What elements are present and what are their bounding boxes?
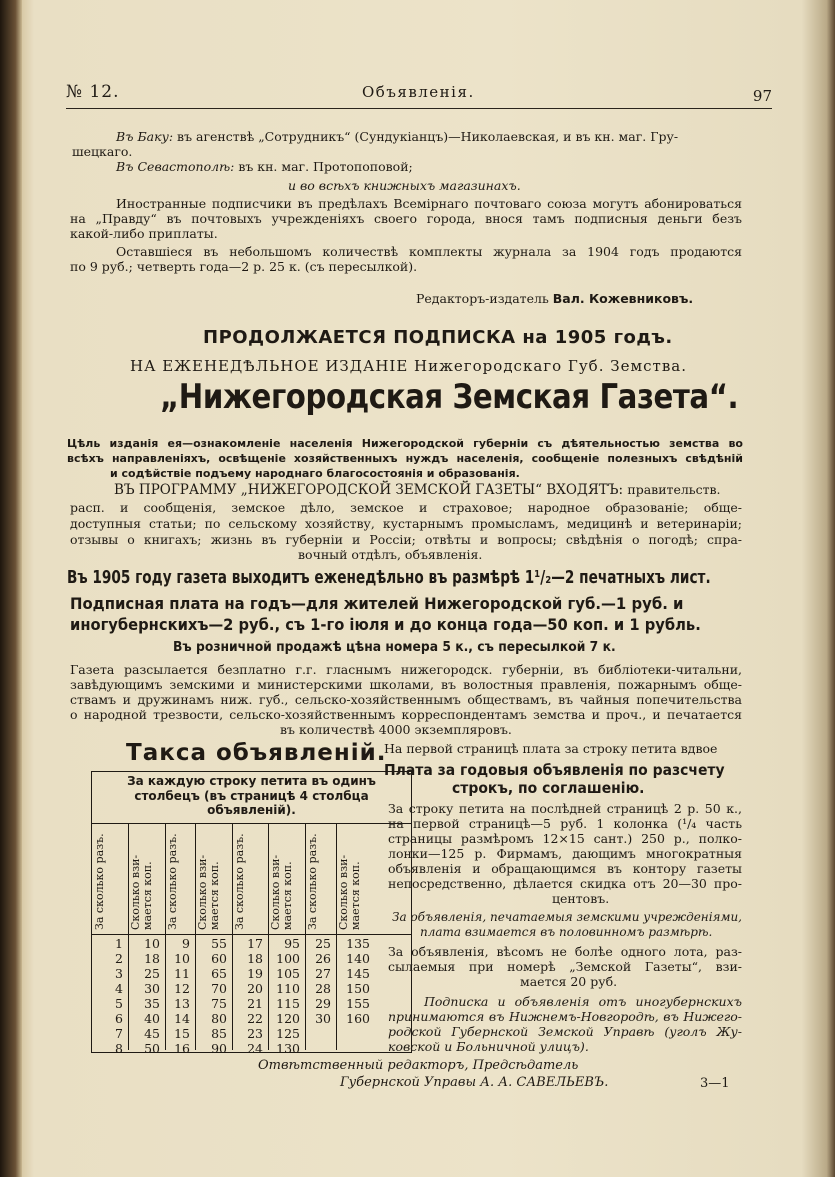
table-cell: 130: [276, 1041, 300, 1056]
table-cell: 95: [284, 936, 300, 951]
table-cell: 12: [174, 981, 190, 996]
table-cell: 135: [346, 936, 370, 951]
edition-headline: НА ЕЖЕНЕДѢЛЬНОЕ ИЗДАНІЕ Нижегородскаго Губ. Земства.: [130, 357, 687, 375]
lot-3: мается 20 руб.: [520, 974, 618, 989]
table-cell: 75: [211, 996, 227, 1011]
page-header: [66, 80, 772, 109]
table-cell: 21: [247, 996, 263, 1011]
all-shops: и во всѣхъ книжныхъ магазинахъ.: [288, 178, 521, 193]
accept-3: родской Губернской Земской Управѣ (уголъ Жу-: [388, 1024, 742, 1039]
table-cell: 1: [115, 936, 123, 951]
first-page-rate: На первой страницѣ плата за строку петита вдвое: [384, 741, 718, 756]
table-cell: 45: [144, 1026, 160, 1041]
foreign-2: на „Правду“ въ почтовыхъ учрежденіяхъ своего города, внося тамъ подписныя деньги безъ: [70, 211, 742, 226]
table-cell: 25: [144, 966, 160, 981]
table-cell: 3: [115, 966, 123, 981]
table-cell: 160: [346, 1011, 370, 1026]
footer-line-2: Губернской Управы А. А. САВЕЛЬЕВЪ.: [340, 1075, 609, 1090]
zemsk-1: За объявленія, печатаемыя земскими учрежденіями,: [392, 910, 742, 924]
table-cell: 25: [315, 936, 331, 951]
table-cell: 13: [174, 996, 190, 1011]
table-cell: 30: [144, 981, 160, 996]
free-1: Газета разсылается безплатно г.г. гласнымъ нижегородск. губерніи, въ библіотеки-читальни,: [70, 662, 742, 677]
program-heading: ВЪ ПРОГРАММУ „НИЖЕГОРОДСКОЙ ЗЕМСКОЙ ГАЗЕТЫ“ ВХОДЯТЪ: правительств.: [114, 482, 721, 498]
table-column-header: За сколько разъ.: [93, 833, 106, 930]
table-column-header: Сколько взи-мается коп.: [337, 854, 362, 930]
editor-line: Редакторъ-издатель Вал. Кожевниковъ.: [416, 291, 694, 306]
newspaper-page: [40, 0, 800, 1177]
foreign-3: какой-либо приплаты.: [70, 226, 218, 241]
table-column-header: За сколько разъ.: [166, 833, 179, 930]
table-cell: 16: [174, 1041, 190, 1056]
program-4: вочный отдѣлъ, объявленія.: [298, 547, 483, 562]
table-cell: 40: [144, 1011, 160, 1026]
table-cell: 29: [315, 996, 331, 1011]
rates-p5: объявленія и обращающимся въ контору газеты: [388, 861, 742, 876]
table-cell: 18: [247, 951, 263, 966]
zemsk-2: плата взимается въ половинномъ размѣрѣ.: [420, 925, 713, 939]
free-3: ствамъ и дружинамъ ниж. губ., сельско-хозяйственнымъ обществамъ, въ чайныя попечительства: [70, 692, 742, 707]
free-5: въ количествѣ 4000 экземпляровъ.: [280, 722, 512, 737]
table-cell: 140: [346, 951, 370, 966]
table-cell: 70: [211, 981, 227, 996]
rates-p1: За строку петита на послѣдней страницѣ 2 р. 50 к.,: [388, 801, 742, 816]
rates-p6: непосредственно, дѣлается скидка отъ 20—30 про-: [388, 876, 742, 891]
remain-1: Оставшіеся въ небольшомъ количествѣ комплекты журнала за 1904 годъ продаются: [116, 244, 742, 259]
table-cell: 85: [211, 1026, 227, 1041]
table-cell: 90: [211, 1041, 227, 1056]
table-cell: 125: [276, 1026, 300, 1041]
table-cell: 18: [144, 951, 160, 966]
table-cell: 23: [247, 1026, 263, 1041]
table-cell: 55: [211, 936, 227, 951]
footer-line-1: Отвѣтственный редакторъ, Предсѣдатель: [258, 1058, 579, 1073]
table-cell: 14: [174, 1011, 190, 1026]
annual-2: строкъ, по соглашенію.: [452, 779, 645, 797]
weekly-notice: Въ 1905 году газета выходитъ еженедѣльно въ размѣрѣ 1¹/₂—2 печатныхъ лист.: [67, 568, 711, 588]
table-cell: 120: [276, 1011, 300, 1026]
table-cell: 11: [174, 966, 190, 981]
table-cell: 65: [211, 966, 227, 981]
table-cell: 28: [315, 981, 331, 996]
table-cell: 145: [346, 966, 370, 981]
table-cell: 10: [174, 951, 190, 966]
baku-cont: шецкаго.: [72, 144, 133, 159]
program-3: отзывы о книгахъ; жизнь въ губерніи и Россіи; отвѣты и вопросы; свѣдѣнія о погодѣ; спра-: [70, 532, 742, 547]
table-cell: 105: [276, 966, 300, 981]
table-cell: 5: [115, 996, 123, 1011]
accept-2: принимаются въ Нижнемъ-Новгородѣ, въ Нижего-: [388, 1009, 742, 1024]
table-column-header: Сколько взи-мается коп.: [269, 854, 294, 930]
remain-2: по 9 руб.; четверть года—2 р. 25 к. (съ пересылкой).: [70, 259, 418, 274]
issue-number: № 12.: [66, 82, 120, 102]
table-cell: 10: [144, 936, 160, 951]
table-cell: 24: [247, 1041, 263, 1056]
taksa-title: Такса объявленій.: [126, 740, 387, 766]
table-cell: 22: [247, 1011, 263, 1026]
free-2: завѣдующимъ земскими и министерскими школами, въ волостныя правленія, пожарнымъ обще-: [70, 677, 742, 692]
aim-2: всѣхъ направленіяхъ, освѣщеніе хозяйственныхъ нуждъ населенія, сообщеніе полезныхъ свѣдѣній: [67, 452, 743, 465]
table-cell: 20: [247, 981, 263, 996]
program-1: расп. и сообщенія, земское дѣло, земское и страховое; народное образованіе; обще-: [70, 500, 742, 515]
table-cell: 150: [346, 981, 370, 996]
accept-4: ковской и Больничной улицъ).: [388, 1039, 589, 1054]
table-cell: 4: [115, 981, 123, 996]
accept-1: Подписка и объявленія отъ иногубернскихъ: [424, 994, 742, 1009]
retail-price: Въ розничной продажѣ цѣна номера 5 к., съ пересылкой 7 к.: [173, 640, 616, 655]
sevast-line: Въ Севастополѣ: въ кн. маг. Протопоповой;: [116, 159, 413, 174]
table-cell: 115: [276, 996, 300, 1011]
footer-mark: 3—1: [700, 1076, 730, 1091]
table-column-header: Сколько взи-мается коп.: [129, 854, 154, 930]
table-cell: 60: [211, 951, 227, 966]
page-number: 97: [752, 87, 772, 105]
table-cell: 50: [144, 1041, 160, 1056]
price-1: Подписная плата на годъ—для жителей Нижегородской губ.—1 руб. и: [70, 594, 684, 613]
table-cell: 15: [174, 1026, 190, 1041]
aim-1: Цѣль изданія ея—ознакомленіе населенія Нижегородской губерніи съ дѣятельностью земства во: [67, 437, 743, 450]
rates-p2: на первой страницѣ—5 руб. 1 колонка (¹/₄ часть: [388, 816, 742, 831]
annual-1: Плата за годовыя объявленія по разсчету: [384, 761, 725, 779]
baku-line: Въ Баку: въ агенствѣ „Сотрудникъ“ (Сундукіанцъ)—Николаевская, и въ кн. маг. Гру-: [116, 129, 679, 144]
rates-p7: центовъ.: [552, 891, 610, 906]
aim-3: и содѣйствіе подъему народнаго благосостоянія и образованія.: [110, 467, 520, 480]
price-2: иногубернскихъ—2 руб., съ 1-го іюля и до конца года—50 коп. и 1 рубль.: [70, 615, 701, 634]
foreign-1: Иностранные подписчики въ предѣлахъ Всемірнаго почтоваго союза могутъ абонироваться: [116, 196, 742, 211]
table-cell: 27: [315, 966, 331, 981]
gazette-title: „Нижегородская Земская Газета“.: [160, 377, 739, 417]
table-cell: 17: [247, 936, 263, 951]
table-cell: 100: [276, 951, 300, 966]
table-cell: 35: [144, 996, 160, 1011]
table-column-header: За сколько разъ.: [233, 833, 246, 930]
table-cell: 2: [115, 951, 123, 966]
table-cell: 19: [247, 966, 263, 981]
lot-1: За объявленія, вѣсомъ не болѣе одного лота, раз-: [388, 944, 742, 959]
table-cell: 26: [315, 951, 331, 966]
program-2: доступныя статьи; по сельскому хозяйству, кустарнымъ промысламъ, медицинѣ и ветеринаріи;: [70, 516, 742, 531]
table-cell: 110: [276, 981, 300, 996]
table-column-header: Сколько взи-мается коп.: [196, 854, 221, 930]
left-page-edge: [0, 0, 22, 1177]
table-column-header: За сколько разъ.: [306, 833, 319, 930]
lot-2: сылаемыя при номерѣ „Земской Газеты“, взи-: [388, 959, 742, 974]
free-4: о народной трезвости, сельско-хозяйственнымъ корреспондентамъ земства и проч., и печатается: [70, 707, 742, 722]
table-cell: 7: [115, 1026, 123, 1041]
table-caption: За каждую строку петита въ одинъ столбецъ (въ страницѣ 4 столбца объявленій).: [127, 774, 376, 817]
table-cell: 8: [115, 1041, 123, 1056]
section-title: Объявленія.: [362, 83, 475, 101]
rates-p3: страницы размѣромъ 12×15 сант.) 250 р., полко-: [388, 831, 742, 846]
table-cell: 9: [182, 936, 190, 951]
table-cell: 30: [315, 1011, 331, 1026]
table-cell: 155: [346, 996, 370, 1011]
table-cell: 6: [115, 1011, 123, 1026]
rate-table: [91, 771, 412, 1056]
rates-p4: лонки—125 р. Фирмамъ, дающимъ многократныя: [388, 846, 742, 861]
table-cell: 80: [211, 1011, 227, 1026]
subscription-headline: ПРОДОЛЖАЕТСЯ ПОДПИСКА на 1905 годъ.: [203, 327, 673, 348]
